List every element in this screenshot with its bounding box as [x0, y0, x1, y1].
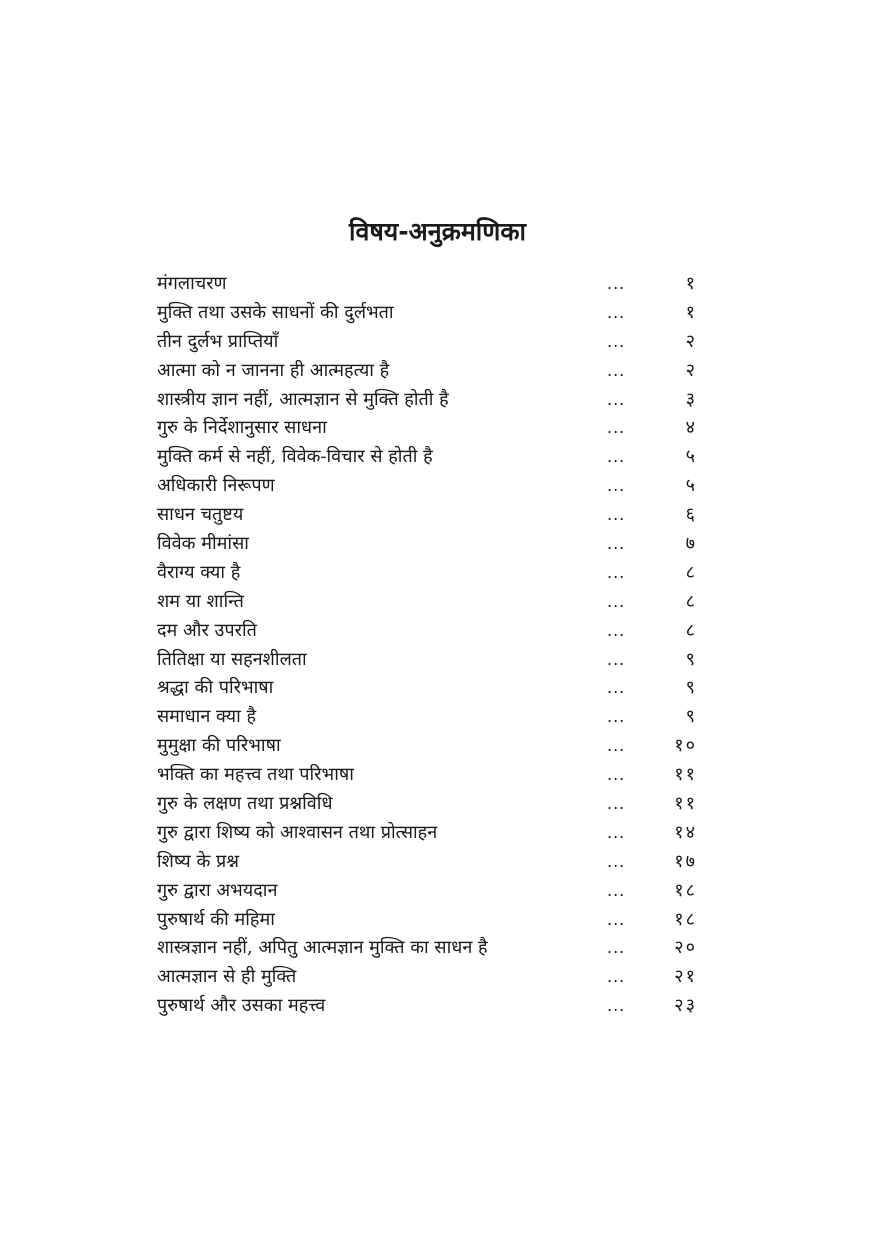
toc-leader-dots: ...: [607, 707, 626, 727]
toc-page-number: ८: [685, 619, 697, 641]
toc-leader-dots: ...: [607, 880, 626, 900]
table-of-contents: [157, 270, 697, 1021]
toc-entry: [157, 703, 697, 732]
toc-entry-title: विवेक मीमांसा: [157, 533, 249, 555]
toc-entry-title: दम और उपरति: [157, 619, 257, 641]
toc-entry: [157, 934, 697, 963]
toc-leader-dots: ...: [607, 909, 626, 929]
toc-entry-title: समाधान क्या है: [157, 706, 257, 728]
toc-entry: [157, 790, 697, 819]
toc-leader-dots: ...: [607, 938, 626, 958]
toc-entry: [157, 848, 697, 877]
toc-entry: [157, 617, 697, 646]
toc-page-number: ११: [674, 793, 697, 815]
toc-entry-title: श्रद्धा की परिभाषा: [157, 677, 274, 699]
toc-entry: [157, 530, 697, 559]
toc-page-number: ९: [685, 677, 697, 699]
toc-entry-title: आत्मज्ञान से ही मुक्ति: [157, 966, 297, 988]
toc-page-number: ३: [685, 388, 697, 410]
toc-leader-dots: ...: [607, 418, 626, 438]
toc-leader-dots: ...: [607, 505, 626, 525]
toc-page-number: २०: [674, 937, 697, 959]
toc-page-number: ८: [685, 561, 697, 583]
toc-page-number: २३: [674, 995, 697, 1017]
toc-leader-dots: ...: [607, 562, 626, 582]
toc-entry-title: शिष्य के प्रश्न: [157, 850, 239, 872]
toc-entry: [157, 588, 697, 617]
toc-entry-title: वैराग्य क्या है: [157, 561, 241, 583]
toc-entry-title: शास्त्रज्ञान नहीं, अपितु आत्मज्ञान मुक्ति का साधन है: [157, 937, 488, 959]
toc-page-number: ७: [685, 533, 697, 555]
toc-entry: [157, 270, 697, 299]
toc-entry: [157, 386, 697, 415]
toc-page-number: १: [685, 301, 697, 323]
toc-entry-title: अधिकारी निरूपण: [157, 475, 275, 497]
toc-page-number: ५: [685, 446, 697, 468]
toc-entry-title: भक्ति का महत्त्व तथा परिभाषा: [157, 764, 354, 786]
toc-entry: [157, 328, 697, 357]
toc-page-number: ६: [685, 504, 697, 526]
page-title: विषय-अनुक्रमणिका: [348, 217, 527, 246]
toc-entry-title: गुरु के निर्देशानुसार साधना: [157, 417, 327, 439]
toc-entry: [157, 906, 697, 935]
toc-leader-dots: ...: [607, 389, 626, 409]
toc-page-number: ११: [674, 764, 697, 786]
toc-entry: [157, 357, 697, 386]
toc-page-number: ९: [685, 648, 697, 670]
toc-entry-title: मुक्ति कर्म से नहीं, विवेक-विचार से होती है: [157, 446, 433, 468]
toc-entry-title: पुरुषार्थ की महिमा: [157, 908, 275, 930]
toc-entry-title: मुक्ति तथा उसके साधनों की दुर्लभता: [157, 301, 394, 323]
toc-leader-dots: ...: [607, 591, 626, 611]
toc-entry: [157, 443, 697, 472]
toc-entry-title: गुरु के लक्षण तथा प्रश्नविधि: [157, 793, 333, 815]
toc-leader-dots: ...: [607, 822, 626, 842]
toc-leader-dots: ...: [607, 678, 626, 698]
toc-entry-title: तीन दुर्लभ प्राप्तियाँ: [157, 330, 279, 352]
toc-entry: [157, 299, 697, 328]
toc-leader-dots: ...: [607, 274, 626, 293]
toc-leader-dots: ...: [607, 331, 626, 351]
toc-leader-dots: ...: [607, 794, 626, 814]
toc-entry: [157, 414, 697, 443]
toc-entry-title: गुरु द्वारा शिष्य को आश्वासन तथा प्रोत्साहन: [157, 821, 438, 843]
toc-page-number: १०: [674, 735, 697, 757]
toc-leader-dots: ...: [607, 447, 626, 467]
toc-page-number: ९: [685, 706, 697, 728]
toc-leader-dots: ...: [607, 996, 626, 1016]
toc-page-number: २: [685, 359, 697, 381]
toc-entry: [157, 559, 697, 588]
toc-entry-title: गुरु द्वारा अभयदान: [157, 879, 278, 901]
toc-entry: [157, 646, 697, 675]
toc-page-number: ४: [685, 417, 697, 439]
toc-leader-dots: ...: [607, 302, 626, 322]
toc-entry-title: शास्त्रीय ज्ञान नहीं, आत्मज्ञान से मुक्ति होती है: [157, 388, 449, 410]
toc-entry: [157, 877, 697, 906]
toc-leader-dots: ...: [607, 967, 626, 987]
toc-entry-title: तितिक्षा या सहनशीलता: [157, 648, 307, 670]
toc-entry: [157, 472, 697, 501]
toc-page-number: १: [685, 273, 697, 294]
toc-leader-dots: ...: [607, 360, 626, 380]
toc-page-number: २: [685, 330, 697, 352]
toc-entry: [157, 732, 697, 761]
toc-entry: [157, 674, 697, 703]
toc-entry-title: मुमुक्षा की परिभाषा: [157, 735, 281, 757]
toc-entry: [157, 819, 697, 848]
toc-entry-title: पुरुषार्थ और उसका महत्त्व: [157, 995, 326, 1017]
toc-leader-dots: ...: [607, 534, 626, 554]
toc-page-number: १८: [674, 879, 697, 901]
toc-leader-dots: ...: [607, 736, 626, 756]
toc-leader-dots: ...: [607, 649, 626, 669]
toc-entry-title: मंगलाचरण: [157, 273, 227, 294]
toc-entry: [157, 992, 697, 1021]
toc-page-number: १८: [674, 908, 697, 930]
toc-page-number: १७: [674, 850, 697, 872]
toc-entry: [157, 761, 697, 790]
toc-leader-dots: ...: [607, 765, 626, 785]
toc-leader-dots: ...: [607, 851, 626, 871]
toc-page-number: १४: [674, 821, 697, 843]
toc-leader-dots: ...: [607, 476, 626, 496]
toc-entry-title: शम या शान्ति: [157, 590, 244, 612]
toc-page-number: २१: [674, 966, 697, 988]
toc-page-number: ८: [685, 590, 697, 612]
toc-entry: [157, 963, 697, 992]
toc-entry-title: आत्मा को न जानना ही आत्महत्या है: [157, 359, 390, 381]
toc-entry: [157, 501, 697, 530]
toc-leader-dots: ...: [607, 620, 626, 640]
toc-entry-title: साधन चतुष्टय: [157, 504, 244, 526]
toc-page-number: ५: [685, 475, 697, 497]
